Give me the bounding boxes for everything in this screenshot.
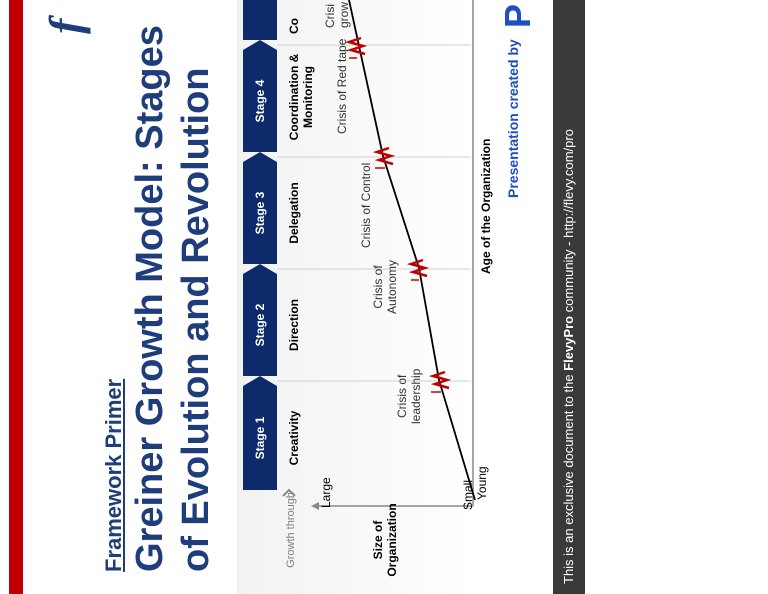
footer-suffix: community - http://flevy.com/pro [561, 129, 576, 316]
stage-4-label: Coordination & Monitoring [287, 53, 315, 141]
crisis-zigzag-4 [349, 38, 365, 54]
growth-chevron-icon [283, 490, 295, 496]
stage-2-label: Direction [287, 299, 301, 352]
age-axis-young-label: Young [475, 466, 489, 500]
growth-chart [9, 0, 585, 594]
footer-prefix: This is an exclusive document to the [561, 370, 576, 584]
size-axis-large-label: Large [319, 477, 333, 508]
slide [9, 0, 585, 594]
crisis-zigzag-3 [377, 148, 393, 164]
stage-4-title: Stage 4 [253, 79, 267, 123]
size-of-organization-label: Size of Organization [371, 503, 399, 577]
flevypro-logo-fragment: P [497, 3, 538, 28]
flevy-logo-fragment: f [40, 18, 91, 34]
size-axis-small-label: Small [461, 479, 475, 510]
stage-2-title: Stage 2 [253, 303, 267, 347]
crisis-zigzag-1 [433, 372, 449, 388]
footer-text [561, 129, 576, 584]
page-title: Greiner Growth Model: Stages of Evolution and Revolution [129, 25, 217, 572]
size-axis-arrow-icon [311, 502, 319, 510]
growth-trend-line [349, 0, 475, 500]
growth-through-label: Growth through [285, 492, 297, 568]
crisis-label-1: Crisis of leadership [395, 368, 423, 424]
framework-primer-heading: Framework Primer [101, 378, 126, 572]
stage-3-label: Delegation [287, 182, 301, 244]
crisis-label-4: Crisis of Red tape [335, 38, 349, 134]
stage-5-label: Co [287, 18, 301, 34]
crisis-label-5: Crisi grow [323, 1, 351, 28]
presentation-created-by: Presentation created by [505, 39, 521, 198]
footer-bar [553, 0, 585, 594]
age-of-organization-label: Age of the Organization [479, 138, 493, 274]
stage-1-title: Stage 1 [253, 416, 267, 460]
footer-brand: FlevyPro [561, 315, 576, 371]
stage-1-label: Creativity [287, 410, 301, 466]
crisis-label-2: Crisis of Autonomy [371, 259, 399, 314]
stage-3-title: Stage 3 [253, 191, 267, 235]
crisis-label-3: Crisis of Control [359, 162, 373, 248]
